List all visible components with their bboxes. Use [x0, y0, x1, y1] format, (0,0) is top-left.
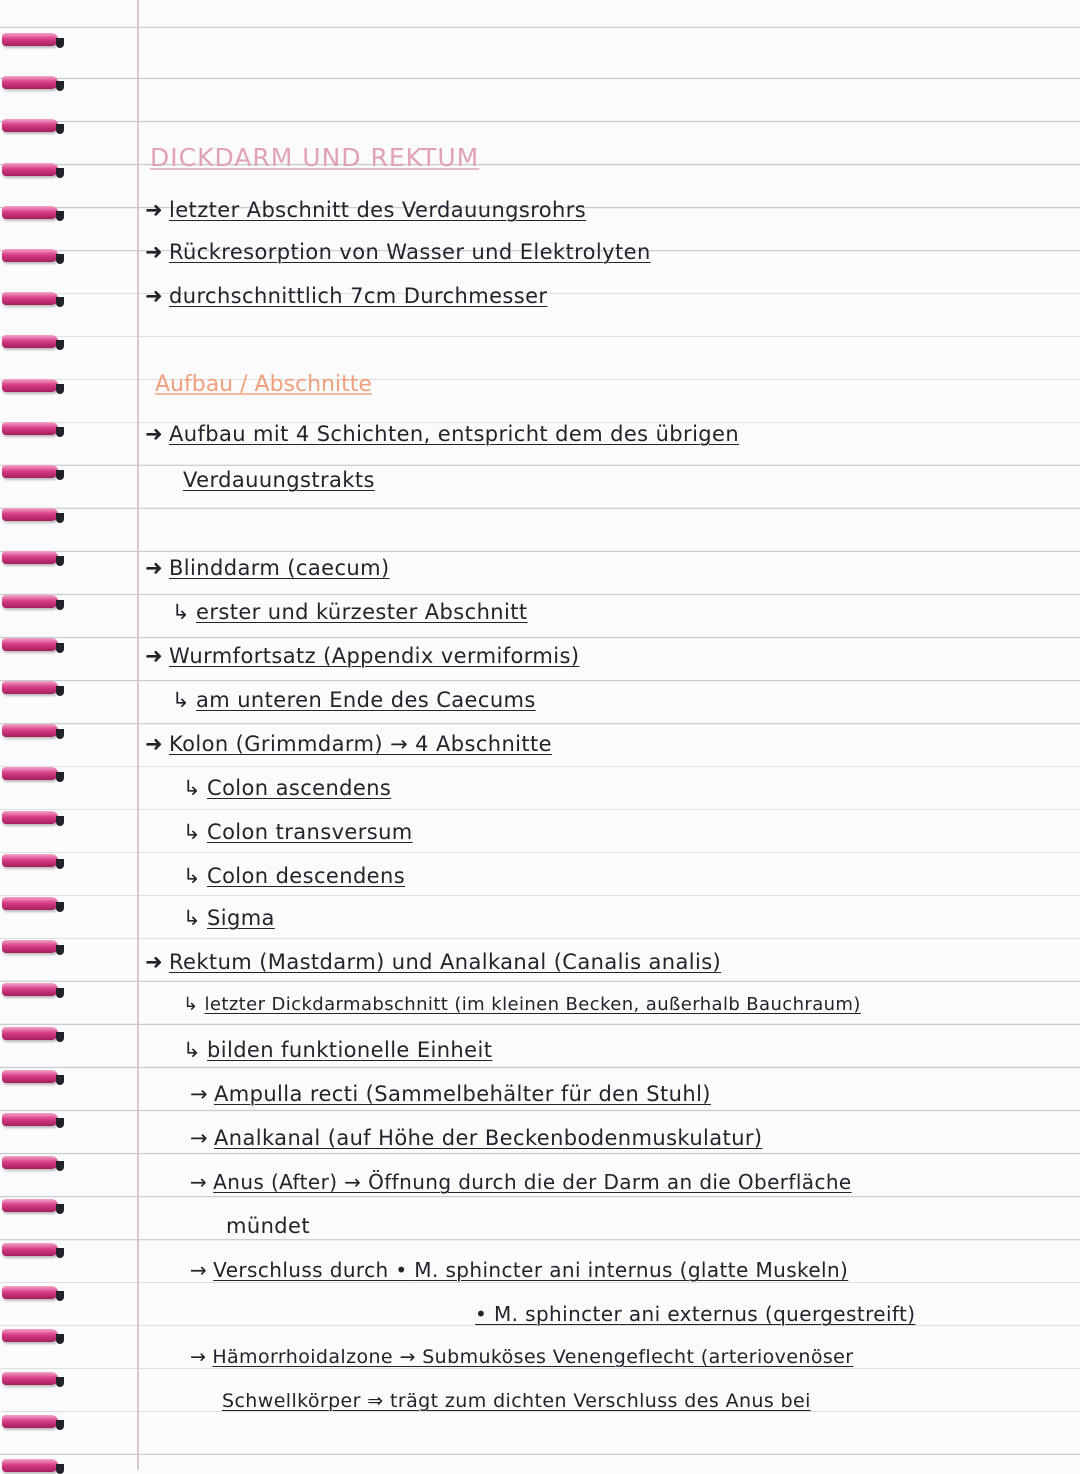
arrow-icon: →: [190, 1170, 208, 1194]
spiral-ring: [2, 983, 58, 996]
spiral-ring: [2, 1372, 58, 1385]
spiral-ring: [2, 163, 58, 176]
spiral-ring: [2, 767, 58, 780]
spiral-ring: [2, 335, 58, 348]
spiral-ring: [2, 1243, 58, 1256]
spiral-ring: [2, 1286, 58, 1299]
spiral-ring: [2, 940, 58, 953]
aufbau-line-2: Verdauungstrakts: [183, 468, 375, 492]
spiral-ring: [2, 292, 58, 305]
kolon-line: ➜ Kolon (Grimmdarm) → 4 Abschnitte: [145, 732, 553, 756]
kolon-part: ↳ Colon transversum: [183, 820, 413, 844]
kolon-part: ↳ Colon ascendens: [183, 776, 392, 800]
spiral-binding: [0, 0, 70, 1470]
spiral-ring: [2, 811, 58, 824]
arrow-icon: ➜: [145, 284, 163, 308]
wurmfortsatz-line: ➜ Wurmfortsatz (Appendix vermiformis): [145, 644, 580, 668]
turn-arrow-icon: ↳: [183, 776, 201, 800]
spiral-ring: [2, 724, 58, 737]
turn-arrow-icon: ↳: [172, 688, 190, 712]
spiral-ring: [2, 551, 58, 564]
spiral-ring: [2, 1156, 58, 1169]
margin-line: [137, 0, 139, 1470]
spiral-ring: [2, 422, 58, 435]
spiral-ring: [2, 897, 58, 910]
spiral-ring: [2, 119, 58, 132]
spiral-ring: [2, 638, 58, 651]
ampulla-line: → Ampulla recti (Sammelbehälter für den Stuhl): [190, 1082, 711, 1106]
intro-line-2: ➜ Rückresorption von Wasser und Elektrolyten: [145, 240, 651, 264]
arrow-icon: →: [190, 1346, 207, 1368]
turn-arrow-icon: ↳: [183, 906, 201, 930]
verschluss-line-1: → Verschluss durch • M. sphincter ani internus (glatte Muskeln): [190, 1258, 849, 1282]
spiral-ring: [2, 465, 58, 478]
spiral-ring: [2, 508, 58, 521]
spiral-ring: [2, 1027, 58, 1040]
turn-arrow-icon: ↳: [183, 820, 201, 844]
bullet-icon: •: [475, 1302, 494, 1326]
rektum-sub-line-2: ↳ bilden funktionelle Einheit: [183, 1038, 493, 1062]
section-heading: Aufbau / Abschnitte: [155, 372, 372, 397]
verschluss-line-2: • M. sphincter ani externus (quergestreift): [475, 1302, 916, 1326]
analkanal-line: → Analkanal (auf Höhe der Beckenbodenmuskulatur): [190, 1126, 763, 1150]
spiral-ring: [2, 595, 58, 608]
spiral-ring: [2, 1199, 58, 1212]
spiral-ring: [2, 206, 58, 219]
arrow-icon: ➜: [145, 240, 163, 264]
arrow-icon: ➜: [145, 732, 163, 756]
spiral-ring: [2, 1070, 58, 1083]
page-title: DICKDARM UND REKTUM: [150, 143, 480, 172]
spiral-ring: [2, 681, 58, 694]
arrow-icon: ➜: [145, 198, 163, 222]
turn-arrow-icon: ↳: [183, 994, 199, 1015]
spiral-ring: [2, 379, 58, 392]
arrow-icon: ➜: [145, 950, 163, 974]
kolon-part: ↳ Sigma: [183, 906, 275, 930]
blinddarm-line: ➜ Blinddarm (caecum): [145, 556, 390, 580]
arrow-icon: →: [190, 1126, 208, 1150]
wurmfortsatz-sub-line: ↳ am unteren Ende des Caecums: [172, 688, 536, 712]
turn-arrow-icon: ↳: [172, 600, 190, 624]
rektum-sub-line-1: ↳ letzter Dickdarmabschnitt (im kleinen Becken, außerhalb Bauchraum): [183, 994, 861, 1015]
spiral-ring: [2, 76, 58, 89]
spiral-ring: [2, 1329, 58, 1342]
turn-arrow-icon: ↳: [183, 1038, 201, 1062]
haemorrhoidal-line-1: → Hämorrhoidalzone → Submuköses Venengeflecht (arteriovenöser: [190, 1346, 854, 1368]
blinddarm-sub-line: ↳ erster und kürzester Abschnitt: [172, 600, 528, 624]
anus-line-1: → Anus (After) → Öffnung durch die der Darm an die Oberfläche: [190, 1170, 852, 1194]
intro-line-1: ➜ letzter Abschnitt des Verdauungsrohrs: [145, 198, 587, 222]
bullet-icon: •: [388, 1258, 415, 1282]
arrow-icon: →: [190, 1258, 208, 1282]
spiral-ring: [2, 854, 58, 867]
anus-line-2: mündet: [226, 1214, 310, 1238]
intro-line-3: ➜ durchschnittlich 7cm Durchmesser: [145, 284, 548, 308]
arrow-icon: ➜: [145, 644, 163, 668]
aufbau-line-1: ➜ Aufbau mit 4 Schichten, entspricht dem des übrigen: [145, 422, 740, 446]
rektum-line: ➜ Rektum (Mastdarm) und Analkanal (Canalis analis): [145, 950, 722, 974]
spiral-ring: [2, 1113, 58, 1126]
haemorrhoidal-line-2: Schwellkörper ⇒ trägt zum dichten Verschluss des Anus bei: [222, 1390, 811, 1412]
arrow-icon: ➜: [145, 556, 163, 580]
turn-arrow-icon: ↳: [183, 864, 201, 888]
spiral-ring: [2, 249, 58, 262]
arrow-icon: →: [190, 1082, 208, 1106]
arrow-icon: ➜: [145, 422, 163, 446]
kolon-part: ↳ Colon descendens: [183, 864, 406, 888]
spiral-ring: [2, 1415, 58, 1428]
spiral-ring: [2, 33, 58, 46]
